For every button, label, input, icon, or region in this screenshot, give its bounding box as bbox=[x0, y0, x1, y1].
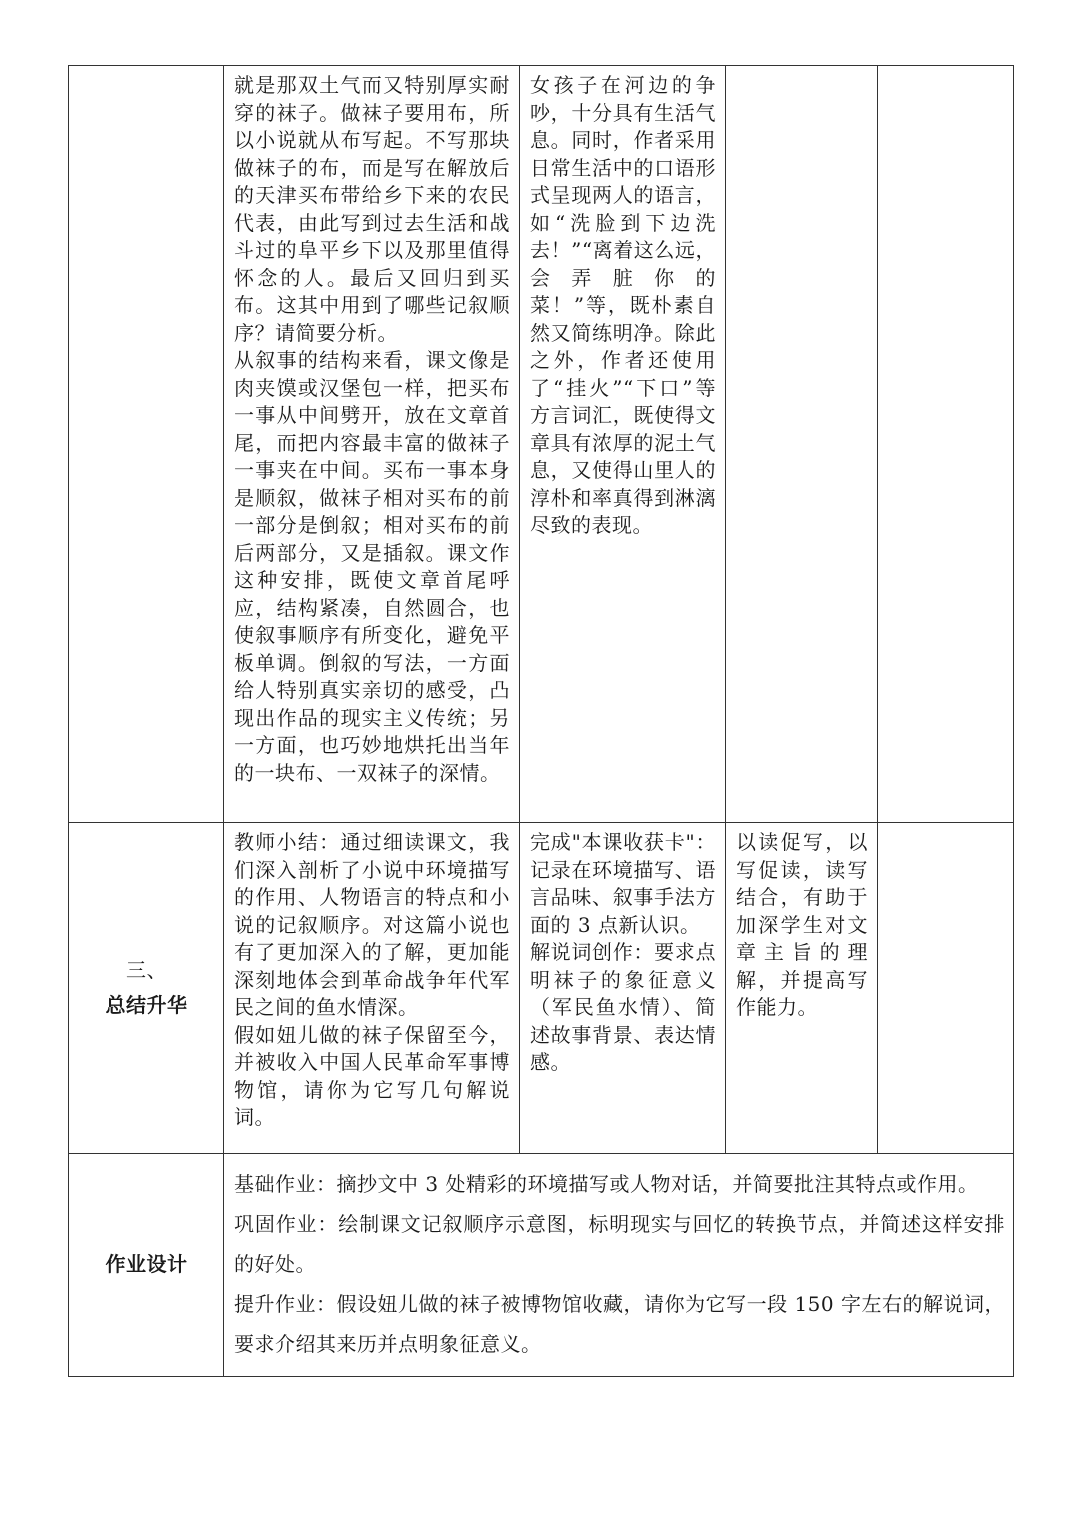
homework-content-cell bbox=[224, 1154, 1014, 1377]
stage-cell-homework bbox=[69, 1154, 224, 1377]
notes-cell-empty bbox=[878, 823, 1014, 1154]
table-row-homework bbox=[69, 1154, 1014, 1377]
intent-paragraph: 以读促写，以写促读，读写结合，有助于加深学生对文章主旨的理解，并提高写作能力。 bbox=[736, 830, 868, 1019]
stage-cell-summary bbox=[69, 823, 224, 1154]
student-activity-cell bbox=[520, 823, 726, 1154]
design-intent-cell-empty bbox=[726, 66, 878, 823]
teaching-content-cell bbox=[224, 66, 520, 823]
content-paragraph: 教师小结：通过细读课文，我们深入剖析了小说中环境描写的作用、人物语言的特点和小说的记叙顺序。对这篇小说也有了更加深入的了解，更加能深刻地体会到革命战争年代军民之间的鱼水情深。 bbox=[234, 830, 510, 1019]
stage-title: 总结升华 bbox=[105, 993, 188, 1017]
stage-cell-empty bbox=[69, 66, 224, 823]
homework-item-consolidate: 巩固作业：绘制课文记叙顺序示意图，标明现实与回忆的转换节点，并简述这样安排的好处。 bbox=[234, 1212, 1005, 1276]
student-activity-cell bbox=[520, 66, 726, 823]
stage-title: 作业设计 bbox=[105, 1252, 188, 1277]
stage-number: 三、 bbox=[126, 957, 167, 982]
homework-item-basic: 基础作业：摘抄文中 3 处精彩的环境描写或人物对话，并简要批注其特点或作用。 bbox=[234, 1172, 979, 1196]
activity-paragraph: 解说词创作：要求点明袜子的象征意义（军民鱼水情）、简述故事背景、表达情感。 bbox=[530, 940, 716, 1074]
content-paragraph: 从叙事的结构来看，课文像是肉夹馍或汉堡包一样，把买布一事从中间劈开，放在文章首尾，而把内容最丰富的做袜子一事夹在中间。买布一事本身是顺叙，做袜子相对买布的前一部分是倒叙；相对买布的前后两部分，又是插叙。课文作这种安排，既使文章首尾呼应，结构紧凑，自然圆合，也使叙事顺序有所变化，避免平板单调。倒叙的写法，一方面给人特别真实亲切的感受，凸现出作品的现实主义传统；另一方面，也巧妙地烘托出当年的一块布、一双袜子的深情。 bbox=[234, 348, 510, 785]
activity-paragraph: 完成"本课收获卡"：记录在环境描写、语言品味、叙事手法方面的 3 点新认识。 bbox=[530, 830, 716, 937]
notes-cell-empty bbox=[878, 66, 1014, 823]
lesson-plan-table bbox=[68, 65, 1014, 1377]
design-intent-cell bbox=[726, 823, 878, 1154]
teaching-content-cell bbox=[224, 823, 520, 1154]
homework-item-advanced: 提升作业：假设妞儿做的袜子被博物馆收藏，请你为它写一段 150 字左右的解说词，要求介绍其来历并点明象征意义。 bbox=[234, 1292, 1005, 1356]
content-paragraph: 假如妞儿做的袜子保留至今，并被收入中国人民革命军事博物馆，请你为它写几句解说词。 bbox=[234, 1022, 510, 1129]
activity-paragraph: 女孩子在河边的争吵，十分具有生活气息。同时，作者采用日常生活中的口语形式呈现两人的语言，如“洗脸到下边洗去！”“离着这么远，会弄脏你的菜！”等，既朴素自然又简练明净。除此之外，作者还使用了“挂火”“下口”等方言词汇，既使得文章具有浓厚的泥土气息，又使得山里人的淳朴和率真得到淋漓尽致的表现。 bbox=[530, 73, 716, 537]
table-row-summary bbox=[69, 823, 1014, 1154]
content-paragraph: 就是那双土气而又特别厚实耐穿的袜子。做袜子要用布，所以小说就从布写起。不写那块做袜子的布，而是写在解放后的天津买布带给乡下来的农民代表，由此写到过去生活和战斗过的阜平乡下以及那里值得怀念的人。最后又回归到买布。这其中用到了哪些记叙顺序？请简要分析。 bbox=[234, 73, 510, 345]
table-row-reading-analysis bbox=[69, 66, 1014, 823]
